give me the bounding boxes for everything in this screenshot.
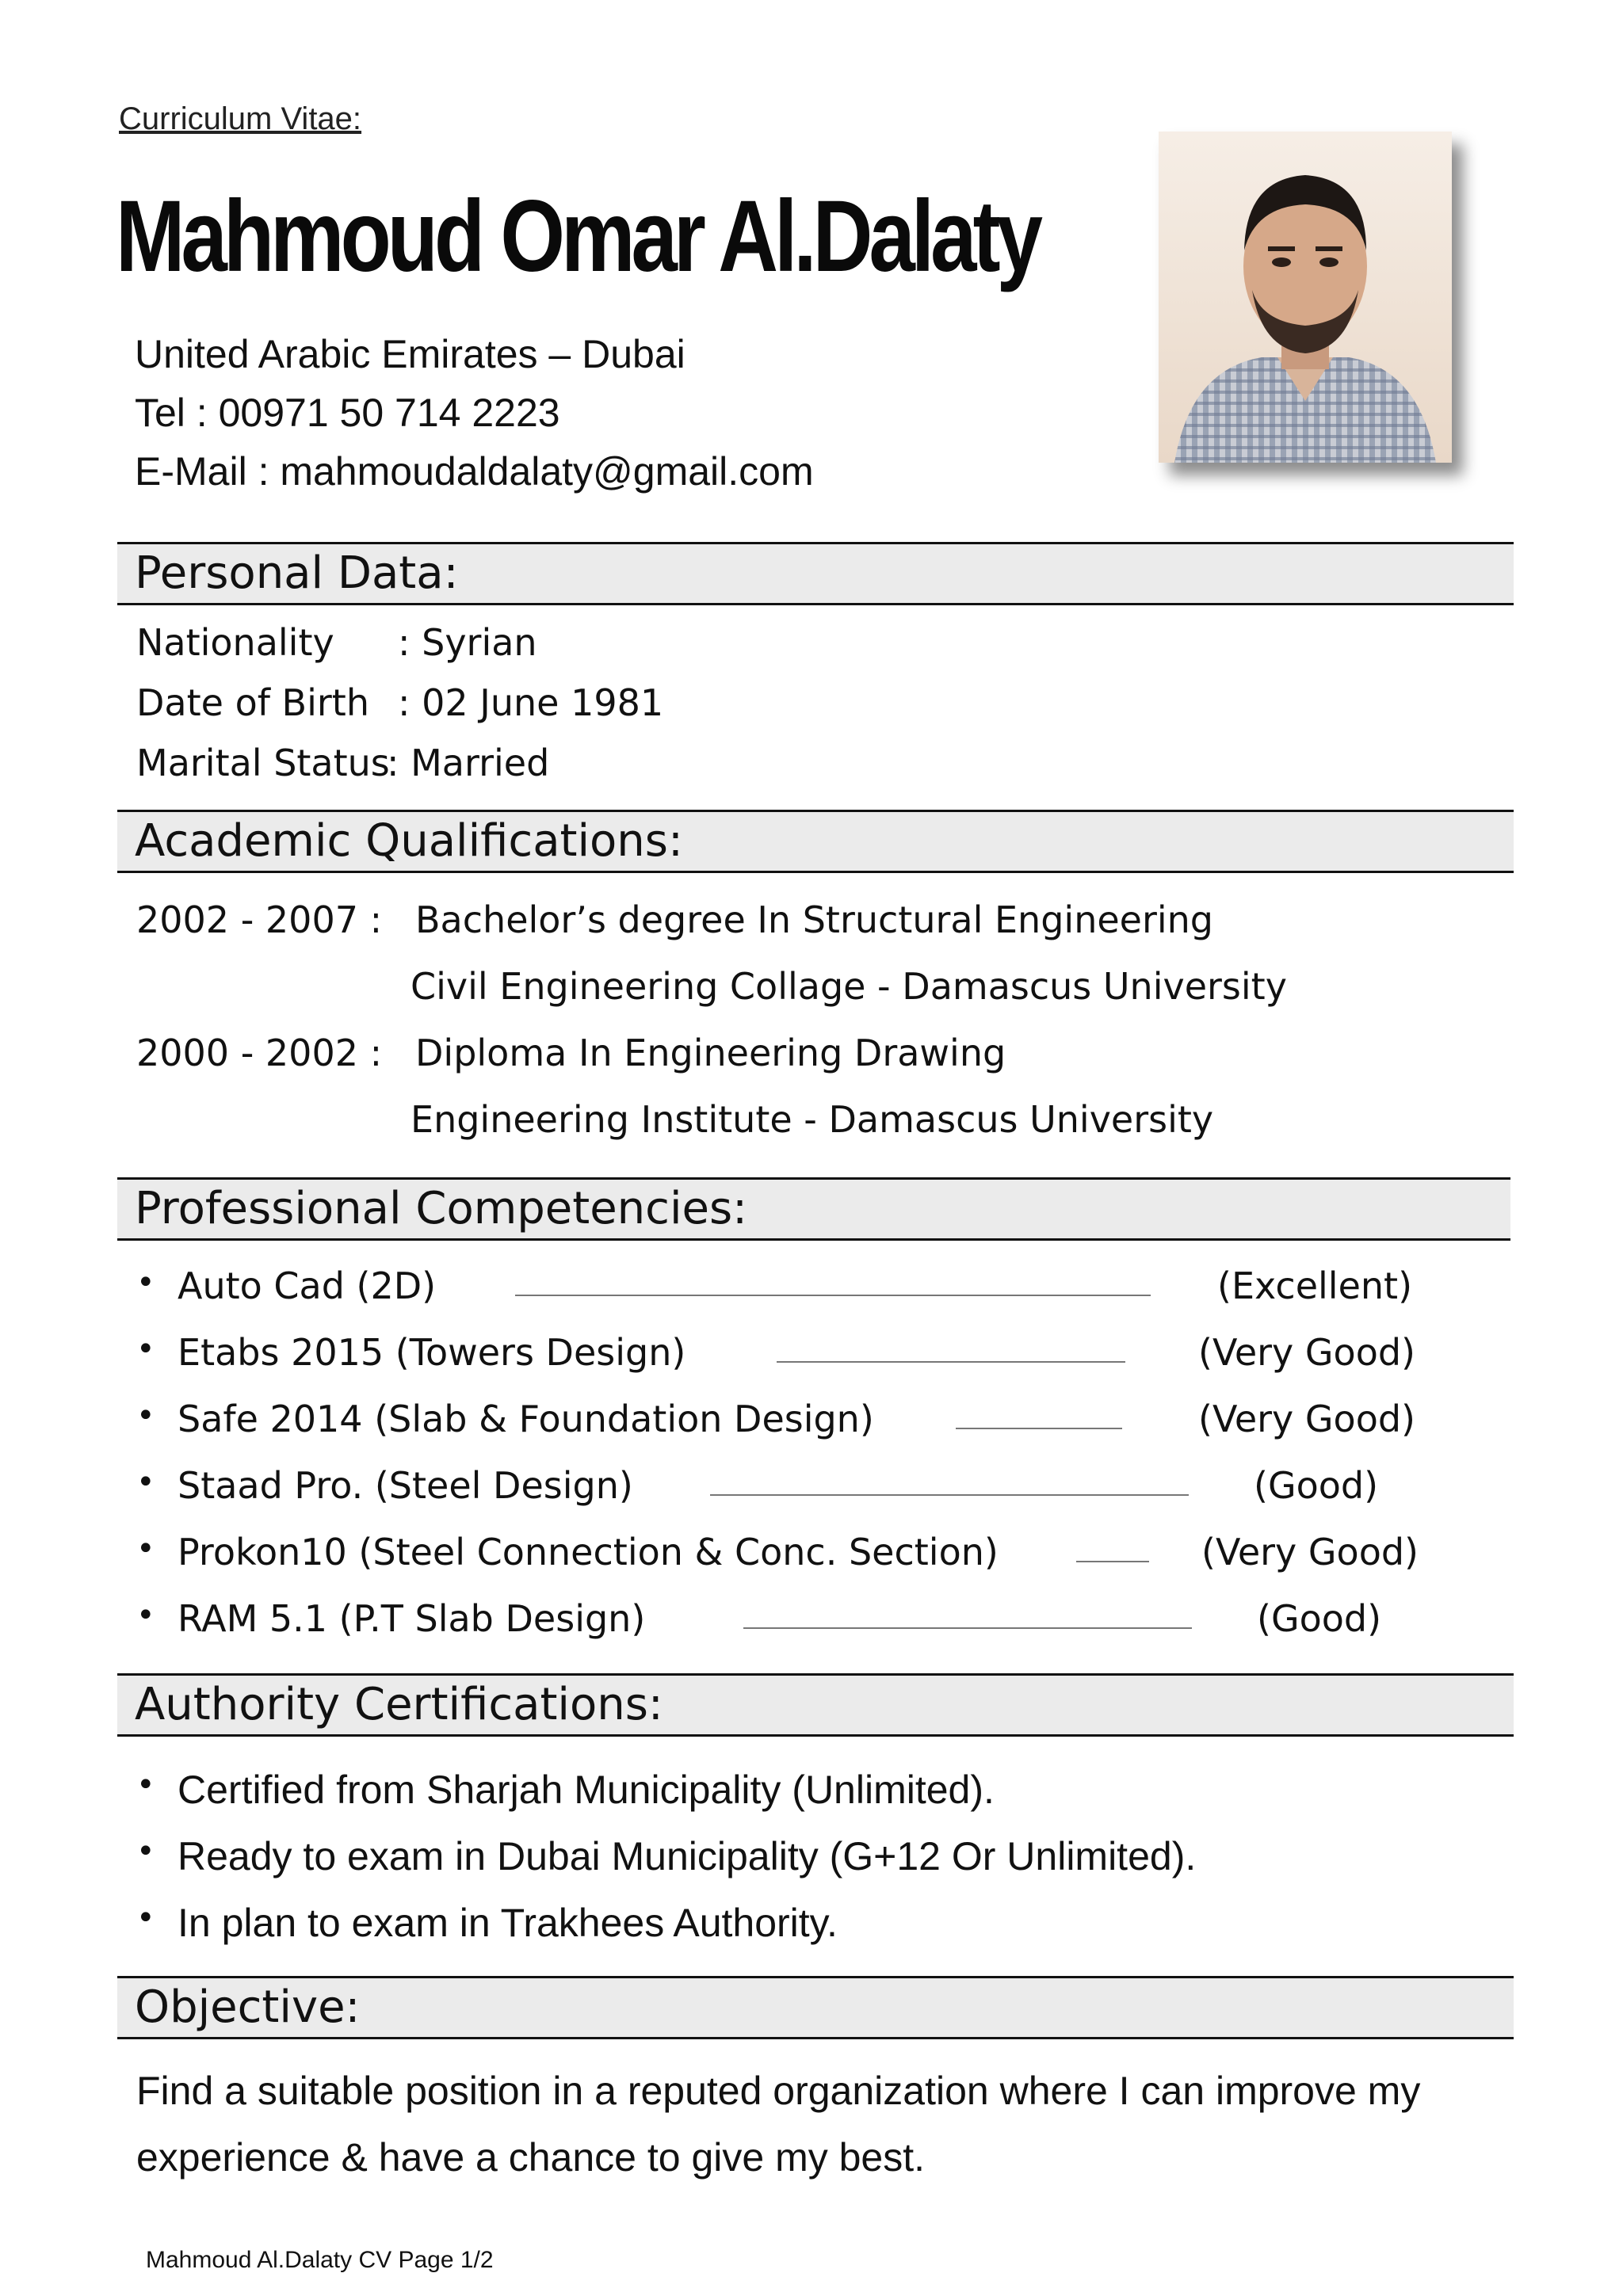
nationality-value: : Syrian [398,621,537,664]
section-competencies-header [117,1177,1510,1241]
academic-institution: Engineering Institute - Damascus University [411,1098,1214,1141]
bullet-icon: • [136,1833,155,1870]
profile-photo [1159,132,1452,463]
leader-line [956,1428,1122,1429]
email: E-Mail : mahmoudaldalaty@gmail.com [135,449,814,494]
section-title: Authority Certifications: [135,1679,663,1730]
section-title: Academic Qualifications: [135,815,683,867]
section-objective-header [117,1976,1514,2039]
competency-level: (Very Good) [1198,1398,1415,1440]
academic-degree: Bachelor’s degree In Structural Engineering [415,898,1213,941]
competency-level: (Good) [1257,1597,1382,1640]
competency-skill: Staad Pro. (Steel Design) [178,1464,633,1507]
objective-text-line-2: experience & have a chance to give my best. [136,2135,926,2180]
bullet-icon: • [136,1464,155,1501]
bullet-icon: • [136,1398,155,1434]
competency-skill: RAM 5.1 (P.T Slab Design) [178,1597,646,1640]
location: United Arabic Emirates – Dubai [135,332,685,376]
bullet-icon: • [136,1767,155,1803]
certification-item: Ready to exam in Dubai Municipality (G+12 Or Unlimited). [178,1834,1197,1878]
competency-skill: Auto Cad (2D) [178,1264,437,1307]
competency-level: (Excellent) [1217,1264,1413,1307]
leader-line [515,1295,1151,1296]
leader-line [743,1627,1192,1629]
marital-status-value: : Married [387,742,550,784]
dob-value: : 02 June 1981 [398,681,664,724]
section-certifications-header [117,1673,1514,1737]
candidate-name: Mahmoud Omar Al.Dalaty [116,180,1040,293]
competency-level: (Very Good) [1198,1331,1415,1374]
cv-label: Curriculum Vitae: [119,101,362,136]
bullet-icon: • [136,1900,155,1936]
competency-skill: Etabs 2015 (Towers Design) [178,1331,686,1374]
leader-line [1076,1561,1149,1562]
section-academic-header [117,810,1514,873]
bullet-icon: • [136,1264,155,1301]
nationality-label: Nationality [136,621,334,664]
portrait-image [1159,132,1452,463]
page-footer: Mahmoud Al.Dalaty CV Page 1/2 [146,2247,494,2273]
bullet-icon: • [136,1597,155,1634]
leader-line [777,1361,1125,1363]
objective-text-line-1: Find a suitable position in a reputed organization where I can improve my [136,2069,1421,2113]
academic-institution: Civil Engineering Collage - Damascus University [411,965,1287,1008]
section-personal-header [117,542,1514,605]
marital-status-label: Marital Status [136,742,390,784]
section-title: Objective: [135,1981,361,2033]
section-title: Personal Data: [135,547,459,599]
competency-level: (Very Good) [1201,1531,1419,1573]
dob-label: Date of Birth [136,681,369,724]
section-title: Professional Competencies: [135,1183,748,1234]
competency-skill: Prokon10 (Steel Connection & Conc. Section) [178,1531,999,1573]
academic-years: 2002 - 2007 : [136,898,383,941]
telephone: Tel : 00971 50 714 2223 [135,391,560,435]
academic-degree: Diploma In Engineering Drawing [415,1032,1006,1074]
leader-line [710,1494,1189,1496]
certification-item: Certified from Sharjah Municipality (Unlimited). [178,1768,995,1812]
certification-item: In plan to exam in Trakhees Authority. [178,1901,838,1945]
bullet-icon: • [136,1531,155,1567]
academic-years: 2000 - 2002 : [136,1032,383,1074]
competency-level: (Good) [1254,1464,1379,1507]
competency-skill: Safe 2014 (Slab & Foundation Design) [178,1398,874,1440]
bullet-icon: • [136,1331,155,1367]
